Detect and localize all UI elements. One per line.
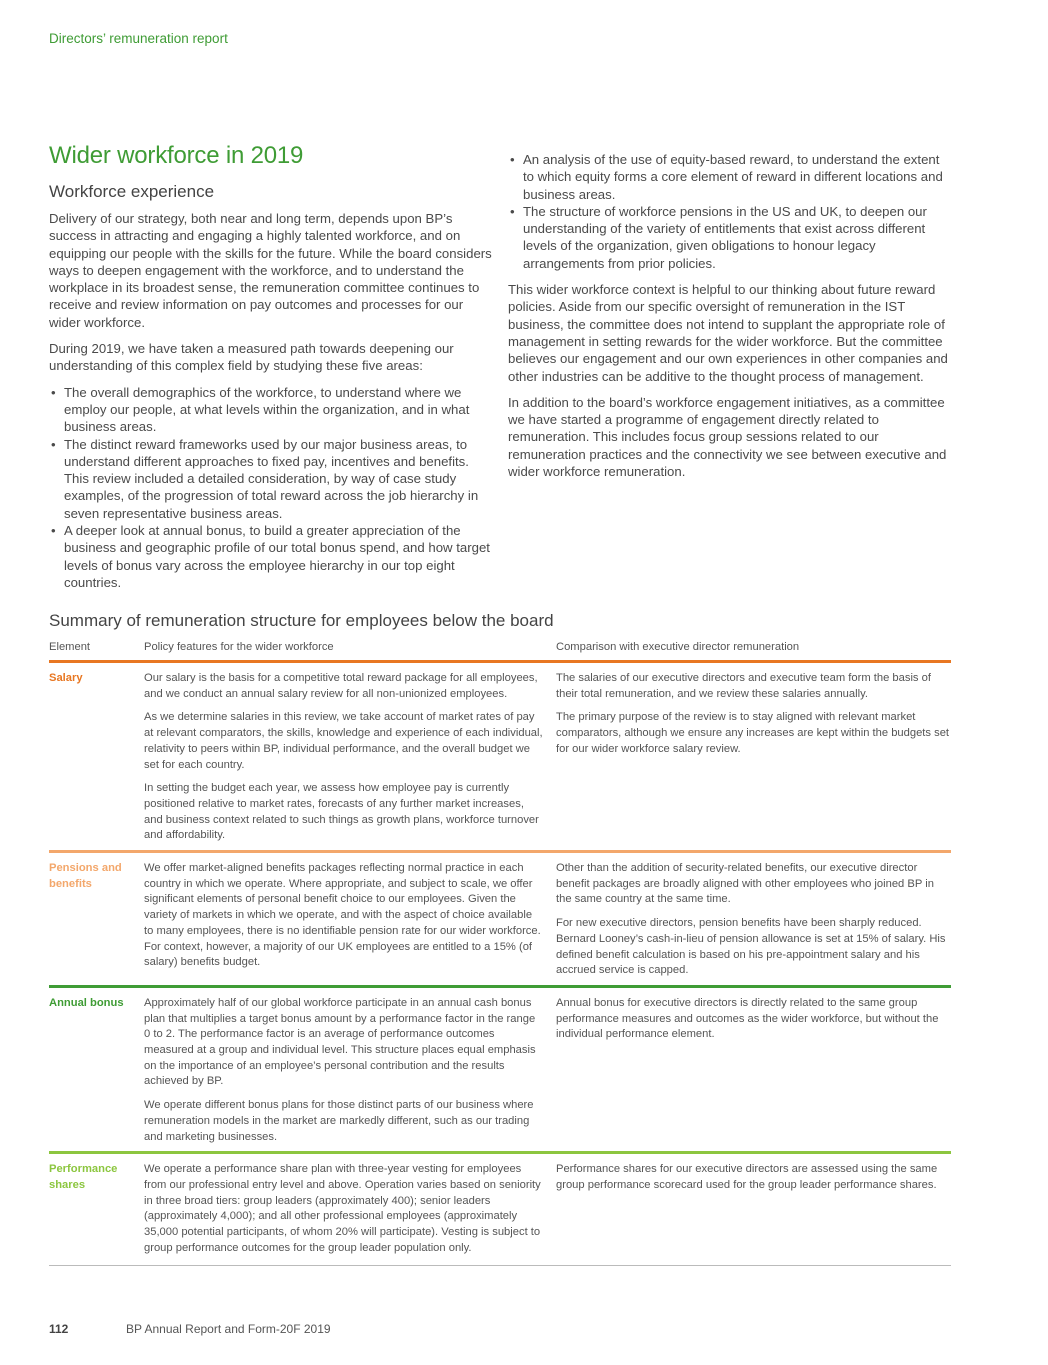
cell-paragraph: As we determine salaries in this review, we take account of market rates of pay at relevant comparators, the skills, knowledge and experience of each individual, relativity to peers within BP, individual performance, and the overall budget we set for each country. — [144, 711, 543, 771]
summary-table — [49, 638, 951, 1266]
cell-paragraph: For new executive directors, pension benefits have been sharply reduced. Bernard Looney’s cash-in-lieu of pension allowance is set at 15% of salary. His defined benefit calculation is based on his pre-appointment salary and his accrued service is capped. — [556, 917, 946, 977]
policy-cell — [144, 861, 556, 979]
table-header — [49, 638, 951, 663]
table-row-annual-bonus — [49, 988, 951, 1154]
table-row-salary — [49, 663, 951, 853]
cell-paragraph: In setting the budget each year, we assess how employee pay is currently positioned relative to market rates, forecasts of any further market increases, and business context related to such things as growth plans, workforce turnover and affordability. — [144, 782, 539, 842]
cell-paragraph: Annual bonus for executive directors is directly related to the same group performance measures and outcomes as the wider workforce, but without the individual performance element. — [556, 996, 939, 1041]
comparison-cell — [556, 671, 951, 844]
bullet-list — [508, 151, 954, 272]
comparison-cell — [556, 861, 951, 979]
page-number: 112 — [49, 1322, 69, 1336]
column-header-comparison: Comparison with executive director remuneration — [556, 641, 800, 653]
body-paragraph: In addition to the board’s workforce engagement initiatives, as a committee we have started a programme of engagement directly related to remuneration. This includes focus group sessions related to our remuneration practices and the connectivity we see between executive and wider workforce remuneration. — [508, 394, 947, 480]
cell-paragraph: We offer market-aligned benefits packages reflecting normal practice in each country in which we operate. Where appropriate, and subject to scale, we offer significant elements of personal benefit choice to our employees. Given the variety of markets in which we operate, and with the aspect of choice available to many employees, there is no identifiable pension rate for our wider workforce. For context, however, a majority of our UK employees are entitled to a 15% (of salary) benefits budget. — [144, 862, 541, 969]
body-paragraph: During 2019, we have taken a measured path towards deepening our understanding of this complex field by studying these five areas: — [49, 341, 454, 374]
left-column — [49, 210, 495, 600]
policy-cell — [144, 1162, 556, 1256]
cell-paragraph: Approximately half of our global workforce participate in an annual cash bonus plan that multiplies a target bonus amount by a performance factor in the range 0 to 2. The performance factor is an average of performance outcomes measured at a group and individual level. This structure places equal emphasis on the importance of an employee’s personal contribution and the results achieved by BP. — [144, 996, 536, 1088]
cell-paragraph: Other than the addition of security-related benefits, our executive director benefit packages are broadly aligned with other employees who joined BP in the same country at the same time. — [556, 862, 934, 906]
table-title: Summary of remuneration structure for employees below the board — [49, 611, 554, 630]
bullet-list — [49, 384, 495, 592]
cell-paragraph: We operate a performance share plan with three-year vesting for employees from our professional entry level and above. Operation varies based on seniority in three broad tiers: group leaders (approximately 400); senior leaders (approximately 4,000); and all other professional employees (approximately 35,000 potential participants, of whom 20% will participate). Vesting is subject to group performance outcomes for the group leader population only. — [144, 1163, 541, 1254]
row-element-label: Performance shares — [49, 1163, 118, 1191]
cell-paragraph: We operate different bonus plans for those distinct parts of our business where remuneration models in the market are markedly different, such as our trading and marketing businesses. — [144, 1099, 534, 1143]
cell-paragraph: The salaries of our executive directors and executive team form the basis of their total remuneration, and we review these salaries annually. — [556, 672, 931, 700]
cell-paragraph: Performance shares for our executive directors are assessed using the same group performance scorecard used for the group leader performance shares. — [556, 1163, 938, 1191]
bullet-item: • An analysis of the use of equity-based reward, to understand the extent to which equity forms a core element of reward in different locations and business areas. — [508, 151, 954, 203]
column-header-policy: Policy features for the wider workforce — [144, 641, 334, 653]
cell-paragraph: The primary purpose of the review is to stay aligned with relevant market comparators, although we ensure any increases are kept within the budgets set for our wider workforce salary review. — [556, 711, 950, 755]
policy-cell — [144, 996, 556, 1145]
comparison-cell — [556, 996, 951, 1145]
cell-paragraph: Our salary is the basis for a competitive total reward package for all employees, and we conduct an annual salary review for all non-unionized employees. — [144, 672, 538, 700]
column-header-element: Element — [49, 641, 91, 653]
policy-cell — [144, 671, 556, 844]
row-element-label: Pensions and benefits — [49, 862, 122, 890]
table-row-performance-shares — [49, 1154, 951, 1265]
right-column — [508, 151, 954, 489]
row-element-label: Salary — [49, 672, 83, 684]
table-row-pensions — [49, 853, 951, 988]
body-paragraph: This wider workforce context is helpful to our thinking about future reward policies. Aside from our specific oversight of remuneration in the IST business, the committee does not intend to supplant the appropriate role of management in setting rewards for the wider workforce. But the committee believes our engagement and our own experiences in other companies and other industries can be additive to the thought process of management. — [508, 282, 948, 384]
page-title: Wider workforce in 2019 — [49, 142, 304, 169]
body-paragraph: Delivery of our strategy, both near and long term, depends upon BP’s success in attracting and engaging a highly talented workforce, and on equipping our people with the skills for the future. While the board considers ways to deepen engagement with the workforce, and to understand the workplace in its broadest sense, the remuneration committee continues to receive and review information on pay outcomes and processes for our wider workforce. — [49, 211, 492, 330]
section-label: Directors’ remuneration report — [49, 31, 228, 46]
bullet-item: • The overall demographics of the workforce, to understand where we employ our people, at what levels within the organization, and in what business areas. — [49, 384, 495, 436]
comparison-cell — [556, 1162, 951, 1256]
bullet-item: • A deeper look at annual bonus, to build a greater appreciation of the business and geographic profile of our total bonus spend, and how target levels of bonus vary across the employee hierarchy in our top eight countries. — [49, 522, 495, 591]
row-element-label: Annual bonus — [49, 996, 124, 1009]
bullet-item: • The structure of workforce pensions in the US and UK, to deepen our understanding of the variety of entitlements that exist across different levels of the organization, given obligations to honour legacy arrangements from prior policies. — [508, 203, 954, 272]
bullet-item: • The distinct reward frameworks used by our major business areas, to understand different approaches to fixed pay, incentives and benefits. This review included a detailed consideration, by way of case study examples, of the progression of total reward across the job hierarchy in seven representative business areas. — [49, 436, 495, 522]
sub-heading: Workforce experience — [49, 182, 215, 201]
report-name: BP Annual Report and Form-20F 2019 — [126, 1322, 331, 1336]
